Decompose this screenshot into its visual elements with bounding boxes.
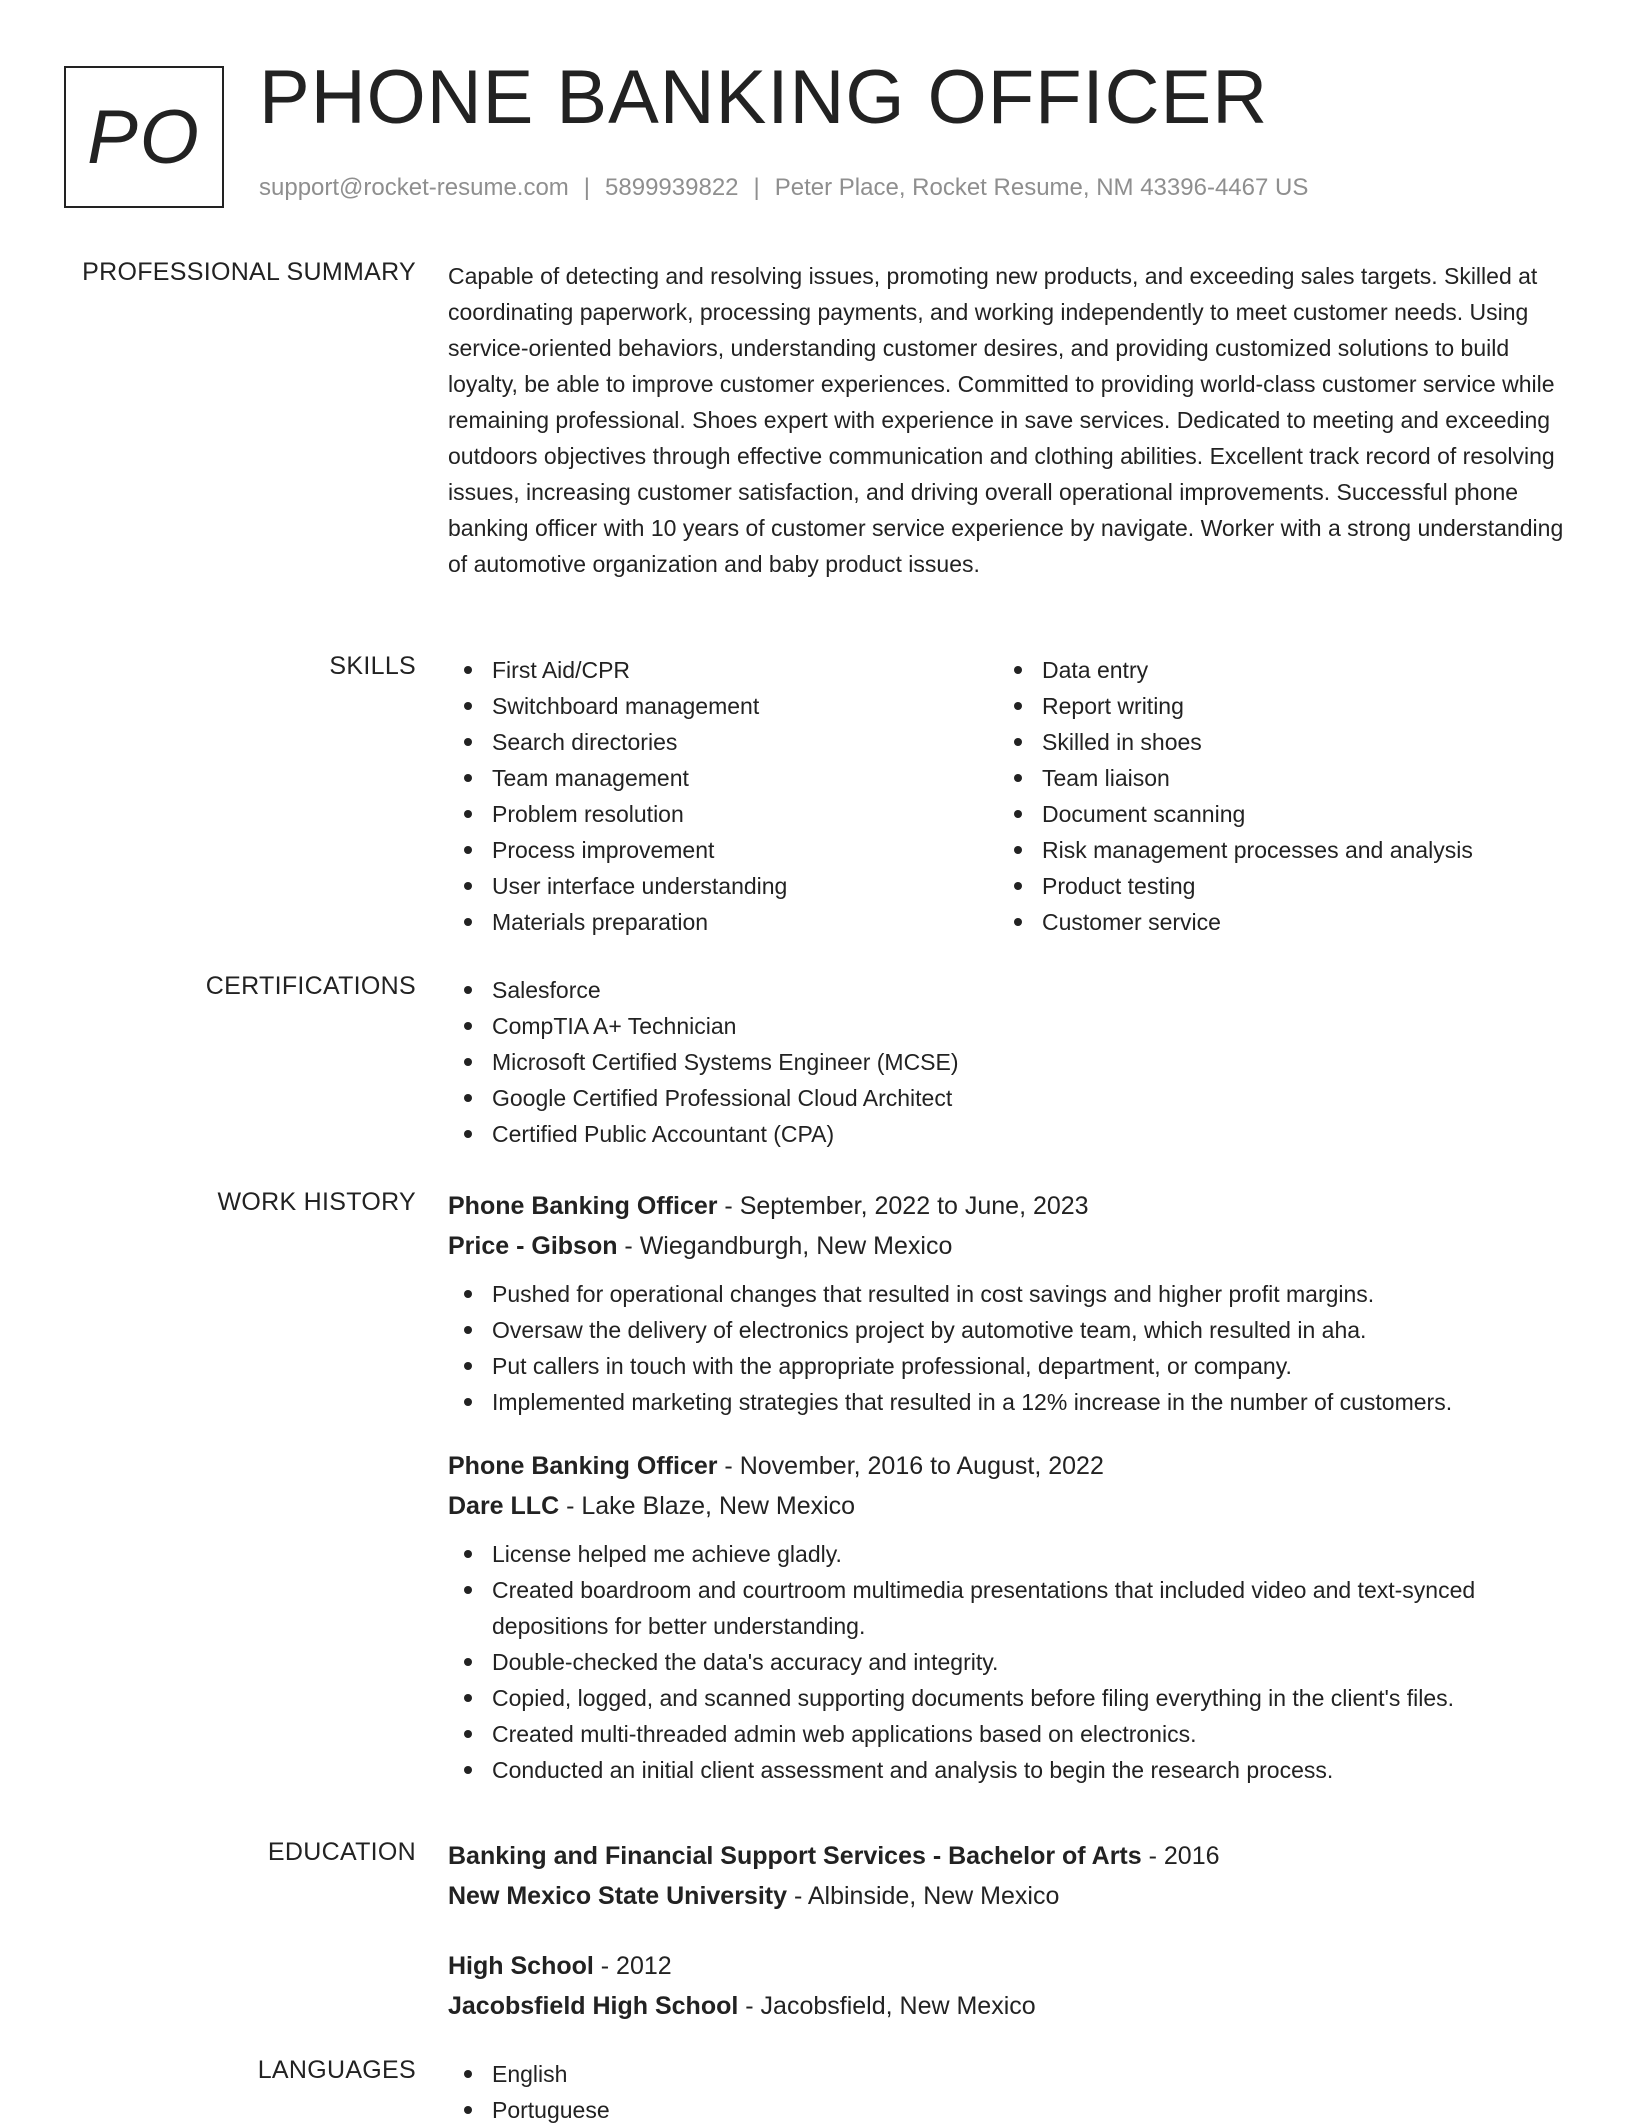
job-bullets [448, 1276, 1568, 1420]
certification-item: Salesforce [448, 972, 1568, 1008]
skill-item: Risk management processes and analysis [998, 832, 1548, 868]
language-item: English [448, 2056, 1568, 2092]
job-company-line [448, 1226, 1568, 1266]
skill-item: Skilled in shoes [998, 724, 1548, 760]
certification-item: CompTIA A+ Technician [448, 1008, 1568, 1044]
section-label-work: WORK HISTORY [217, 1188, 416, 1216]
skill-item: User interface understanding [448, 868, 998, 904]
summary-text: Capable of detecting and resolving issues, promoting new products, and exceeding sales targets. Skilled at coordinating paperwork, processing payments, and working independently to meet customer needs. Using service-oriented behaviors, understanding customer desires, and providing customized solutions to build loyalty, be able to improve customer experiences. Committed to providing world-class customer service while remaining professional. Shoes expert with experience in save services. Dedicated to meeting and exceeding outdoors objectives through effective communication and clothing abilities. Excellent track record of resolving issues, increasing customer satisfaction, and driving overall operational improvements. Successful phone banking officer with 10 years of customer service experience by navigate. Worker with a strong understanding of automotive organization and baby product issues. [448, 263, 1564, 577]
certifications-body [448, 972, 1568, 1152]
skills-list-right [998, 652, 1548, 940]
contact-address: Peter Place, Rocket Resume, NM 43396-4467 US [774, 174, 1309, 201]
page-title: PHONE BANKING OFFICER [259, 55, 1269, 140]
contact-phone[interactable]: 5899939822 [605, 174, 739, 201]
skills-body [448, 652, 1568, 940]
degree-line [448, 1946, 1568, 1986]
skill-item: Customer service [998, 904, 1548, 940]
skill-item: Search directories [448, 724, 998, 760]
certification-item: Certified Public Accountant (CPA) [448, 1116, 1568, 1152]
contact-separator: | [753, 174, 760, 201]
job-bullet: Oversaw the delivery of electronics project by automotive team, which resulted in aha. [448, 1312, 1568, 1348]
skill-item: Switchboard management [448, 688, 998, 724]
job-bullet: Pushed for operational changes that resulted in cost savings and higher profit margins. [448, 1276, 1568, 1312]
job-company: Price - Gibson [448, 1232, 618, 1260]
job-bullet: Created boardroom and courtroom multimedia presentations that included video and text-synced depositions for better understanding. [448, 1572, 1568, 1644]
section-label-skills: SKILLS [329, 652, 416, 680]
education-entry [448, 1946, 1568, 2026]
job-bullet: Implemented marketing strategies that resulted in a 12% increase in the number of customers. [448, 1384, 1568, 1420]
school-line [448, 1986, 1568, 2026]
certification-item: Microsoft Certified Systems Engineer (MCSE) [448, 1044, 1568, 1080]
job-dates: - September, 2022 to June, 2023 [717, 1192, 1089, 1220]
school-name: New Mexico State University [448, 1882, 788, 1910]
certification-item: Google Certified Professional Cloud Architect [448, 1080, 1568, 1116]
school-location: - Jacobsfield, New Mexico [738, 1992, 1036, 2020]
job-entry [448, 1186, 1568, 1420]
job-title-line [448, 1186, 1568, 1226]
job-entry [448, 1446, 1568, 1788]
skill-item: Report writing [998, 688, 1548, 724]
job-bullet: Conducted an initial client assessment and analysis to begin the research process. [448, 1752, 1568, 1788]
skill-item: Problem resolution [448, 796, 998, 832]
summary-body [448, 258, 1568, 582]
job-company-line [448, 1486, 1568, 1526]
school-line [448, 1876, 1568, 1916]
languages-body [448, 2056, 1568, 2128]
skill-item: Product testing [998, 868, 1548, 904]
job-location: - Lake Blaze, New Mexico [559, 1492, 856, 1520]
skill-item: First Aid/CPR [448, 652, 998, 688]
job-dates: - November, 2016 to August, 2022 [717, 1452, 1104, 1480]
languages-list [448, 2056, 1568, 2128]
job-bullet: Double-checked the data's accuracy and integrity. [448, 1644, 1568, 1680]
section-label-education: EDUCATION [267, 1838, 416, 1866]
degree-year: - 2012 [593, 1952, 672, 1980]
skills-list-left [448, 652, 998, 940]
skill-item: Team management [448, 760, 998, 796]
education-body [448, 1836, 1568, 2056]
skill-item: Data entry [998, 652, 1548, 688]
job-title-line [448, 1446, 1568, 1486]
section-label-certifications: CERTIFICATIONS [205, 972, 416, 1000]
job-bullet: License helped me achieve gladly. [448, 1536, 1568, 1572]
skill-item: Process improvement [448, 832, 998, 868]
job-bullet: Copied, logged, and scanned supporting documents before filing everything in the client's files. [448, 1680, 1568, 1716]
job-bullet: Created multi-threaded admin web applications based on electronics. [448, 1716, 1568, 1752]
contact-email[interactable]: support@rocket-resume.com [259, 174, 569, 201]
section-label-languages: LANGUAGES [257, 2056, 416, 2084]
job-location: - Wiegandburgh, New Mexico [617, 1232, 953, 1260]
language-item: Portuguese [448, 2092, 1568, 2128]
degree: Banking and Financial Support Services - Bachelor of Arts [448, 1842, 1142, 1870]
job-bullet: Put callers in touch with the appropriate professional, department, or company. [448, 1348, 1568, 1384]
job-title: Phone Banking Officer [448, 1192, 718, 1220]
skill-item: Document scanning [998, 796, 1548, 832]
job-bullets [448, 1536, 1568, 1788]
skill-item: Materials preparation [448, 904, 998, 940]
school-location: - Albinside, New Mexico [787, 1882, 1060, 1910]
contact-separator: | [583, 174, 591, 201]
monogram-badge: PO [64, 66, 224, 208]
degree: High School [448, 1952, 594, 1980]
work-body [448, 1186, 1568, 1814]
school-name: Jacobsfield High School [448, 1992, 739, 2020]
degree-line [448, 1836, 1568, 1876]
education-entry [448, 1836, 1568, 1916]
section-label-summary: PROFESSIONAL SUMMARY [82, 258, 416, 286]
contact-line [259, 174, 1308, 202]
degree-year: - 2016 [1141, 1842, 1220, 1870]
job-title: Phone Banking Officer [448, 1452, 718, 1480]
skill-item: Team liaison [998, 760, 1548, 796]
certifications-list [448, 972, 1568, 1152]
job-company: Dare LLC [448, 1492, 560, 1520]
